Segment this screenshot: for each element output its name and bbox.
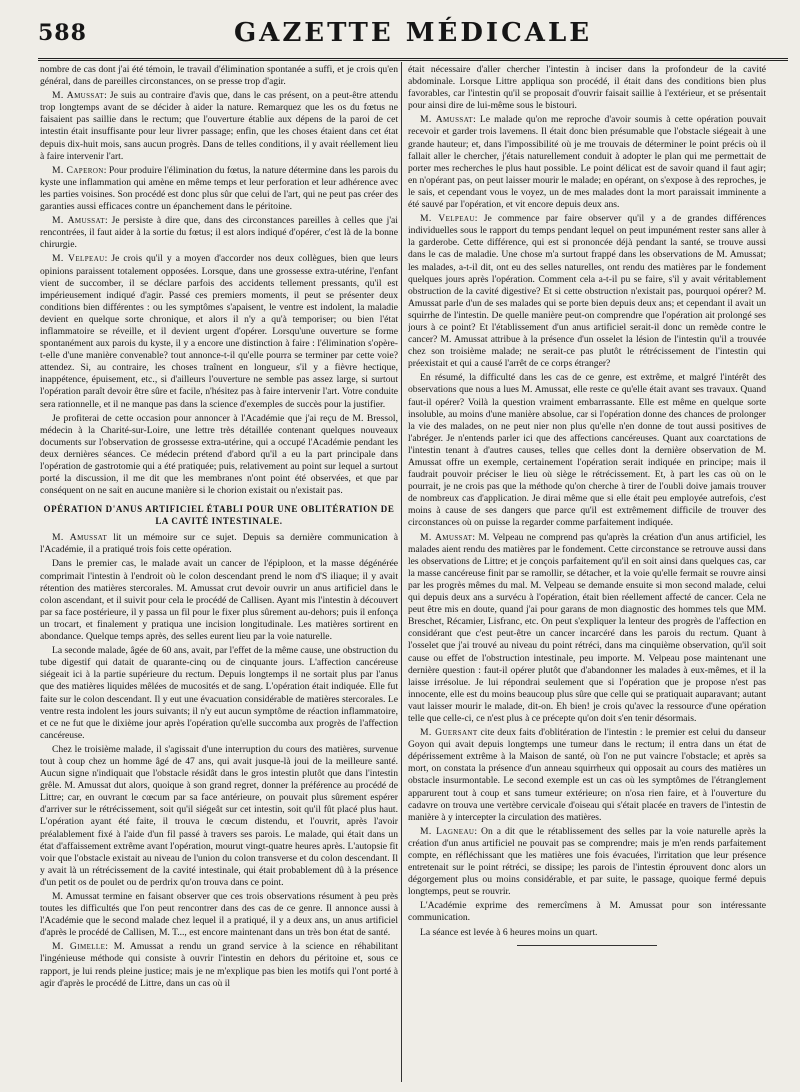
speaker-name: M. Caperon — [52, 164, 104, 176]
paragraph — [40, 253, 398, 410]
page-header — [38, 18, 788, 52]
page-number: 588 — [38, 20, 87, 46]
paragraph — [408, 114, 766, 211]
paragraph-text: : Je commence par faire observer qu'il y a de grandes différences individuelles sous le rapport du temps pendant lequel on peut impunément rester sans aller à la garderobe. Cette différence, qui est si prononcée déjà pendant la santé, se trouve aussi dans le cas de maladie. Une chose m'a surtout frappé dans les observations de M. Amussat; les malades, a-t-il dit, ont eu des selles naturelles, ont rendu des matières par le fondement quelques jours après l'opération. Comment cela a-t-il pu se faire, s'il y avait véritablement obstruction de la cavité digestive? Et si cette obstruction n'existait pas, pourquoi opérer? M. Amussat parle d'un de ses malades qui se porte bien depuis deux ans; et cependant il avait un squirrhe de l'intestin. De quelle manière peut-on comprendre que l'opération ait prolongé ses jours à ce point? Et l'établissement d'un anus artificiel serait-il donc un remède contre le cancer? M. Amussat attribue à la présence d'un osselet la lésion de l'intestin qu'il a trouvée chez son troisième malade; ne serait-ce pas plutôt le rétrécissement de l'intestin qui préexistait et qui a causé l'arrêt de ce corps étranger? — [408, 213, 766, 370]
speaker-name: M. Amussat — [52, 532, 108, 544]
paragraph — [408, 532, 766, 726]
paragraph-text: : On a dit que le rétablissement des selles par la voie naturelle après la création d'un anus artificiel ne pouvait pas se comprendre; mais je m'en rends parfaitement compte, en réfléchissant que les matières une fois évacuées, l'irritation que leur présence entretenait sur le point rétréci, se dissipe; les parois de l'intestin éprouvent donc alors un dégorgement plus ou moins considérable, et par suite, le passage, quoique fermé depuis longtemps, peut se rouvrir. — [408, 825, 766, 898]
paragraph — [408, 727, 766, 824]
paragraph — [40, 165, 398, 213]
speaker-name: M. Velpeau — [52, 253, 105, 265]
speaker-name: M. Amussat — [52, 215, 105, 227]
paragraph-text: : M. Amussat a rendu un grand service à la science en réhabilitant l'ingénieuse méthode qui consiste à ouvrir l'intestin en dehors du péritoine et, sous ce rapport, je lui rends pleine justice; mais je ne m'explique pas bien les motifs qui l'ont porté à agir d'après le procédé de Littre, dans un cas où il — [40, 941, 398, 989]
speaker-name: M. Lagneau — [420, 825, 475, 837]
right-column — [408, 64, 766, 1082]
paragraph — [40, 215, 398, 251]
paragraph: L'Académie exprime des remercîmens à M. Amussat pour son intéressante communication. — [408, 900, 766, 924]
paragraph-text: : Je crois qu'il y a moyen d'accorder nos deux collègues, bien que leurs opinions paraissent totalement opposées. Lorsque, dans une grossesse extra-utérine, l'enfant vient de succomber, il se déclare parfois des accidents tellement pressants, qu'il est impérieusement indiqué d'agir. Passé ces premiers moments, il peut se présenter deux conditions bien différentes : ou les symptômes s'apaisent, le ventre est indolent, la maladie devient en quelque sorte chronique, et alors il n'y a qu'à temporiser; ou bien l'état inflammatoire se réveille, et il devient urgent d'opérer. Lorsqu'une ouverture se forme spontanément aux parois du kyste, il y a encore une distinction à faire : l'élimination s'opère-t-elle d'une manière convenable? tout annonce-t-il qu'elle pourra se terminer par cette voie? attendez. Si, au contraire, les choses traînent en longueur, s'il y a fièvre hectique, inappétence, épuisement, etc., si d'ailleurs l'ouverture ne semble pas assez large, si surtout l'opération paraît devoir être sûre et facile, n'hésitez pas à faire intervenir l'art. Votre conduite sera rationnelle, et il ne manque pas dans la science d'exemples de succès pour la justifier. — [40, 253, 398, 410]
speaker-name: M. Amussat — [52, 90, 105, 102]
paragraph: nombre de cas dont j'ai été témoin, le travail d'élimination spontanée a suffi, et je crois qu'en général, dans de pareilles circonstances, on se presse trop d'agir. — [40, 64, 398, 88]
paragraph: Chez le troisième malade, il s'agissait d'une interruption du cours des matières, survenue tout à coup chez un homme âgé de 47 ans, qui avait jusque-là joui de la meilleure santé. Aucun signe n'indiquait que l'obstacle résidât dans le gros intestin plutôt que dans l'intestin grêle. M. Amussat dut alors, quoique à son grand regret, donner la préférence au procédé de Littre; car, en ouvrant le cœcum par sa face antérieure, on pouvait plus sûrement espérer d'arriver sur le rétrécissement, soit qu'il siégeât sur cet intestin, soit qu'il fût placé plus haut. L'opération ayant été faite, il trouva le cœcum distendu, et l'ouvrit, après l'avoir préalablement fixé à l'aide d'un fil passé à travers ses parois. Le malade, qui était dans un état d'affaissement extrême avant l'opération, mourut vingt-quatre heures après. L'autopsie fit voir que l'obstacle existait au niveau de l'union du colon transverse et du colon descendant. Il y avait là un rétrécissement de la cavité intestinale, qui était probablement dû à la présence d'un petit os de poulet ou de perdrix qu'on trouva dans ce point. — [40, 743, 398, 888]
paragraph: Je profiterai de cette occasion pour annoncer à l'Académie que j'ai reçu de M. Bressol, médecin à la Charité-sur-Loire, une lettre très détaillée contenant quelques nouveaux documents sur l'observation de grossesse extra-utérine, qui a occupé l'Académie pendant les deux dernières séances. Ce médecin prétend d'abord qu'il a eu la part principale dans l'opération de gastrotomie qui a été pratiquée; puis, relativement au point sur lequel a surtout porté la discussion, il me dit que les membranes n'ont point été observées, et que par conséquent on ne sait en aucune manière si le chorion existait ou n'existait pas. — [40, 412, 398, 497]
header-rule — [38, 58, 788, 61]
column-divider — [401, 62, 402, 1082]
paragraph: En résumé, la difficulté dans les cas de ce genre, est extrême, et malgré l'intérêt des observations que nous a lues M. Amussat, elle reste ce qu'elle était avant ses travaux. Quand faut-il opérer? Voilà la question vraiment embarrassante. Elle est même en quelque sorte insoluble, au moins d'une manière absolue, car si l'opération donne des chances de prolonger la vie des malades, on ne peut nier non plus qu'elle n'en donne de tout aussi positives de l'abréger. Je n'entends parler ici que des affections cancéreuses. Quant aux coarctations de l'intestin tenant à d'autres causes, telles que celles dont la dernière observation de M. Amussat offre un exemple, certainement l'opération serait indiquée en principe; mais il faudrait pouvoir préciser le lieu où siège le rétrécissement. Et, à part les cas où on le pourrait, je ne crois pas que la méthode qu'on cherche à tirer de l'oubli doive jamais trouver de nombreux cas d'application. Je dirai même que si elle était peu employée autrefois, c'est moins à cause de ses dangers que parce qu'il est extrêmement difficile de trouver des circonstances où on puisse la regarder comme parfaitement indiquée. — [408, 372, 766, 529]
speaker-name: M. Amussat — [420, 531, 473, 543]
section-heading: OPÉRATION D'ANUS ARTIFICIEL ÉTABLI POUR UNE OBLITÉRATION DE LA CAVITÉ INTESTINALE. — [43, 504, 395, 527]
masthead-title: GAZETTE MÉDICALE — [233, 18, 593, 48]
paragraph — [40, 941, 398, 989]
speaker-name: M. Velpeau — [420, 213, 475, 225]
paragraph — [408, 826, 766, 899]
paragraph: La séance est levée à 6 heures moins un quart. — [420, 926, 598, 938]
paragraph-text: : M. Velpeau ne comprend pas qu'après la création d'un anus artificiel, les malades aient rendu des matières par le fondement. Cette circonstance se retrouve aussi dans les observations de Littre; et je conçois parfaitement qu'il en soit ainsi dans quelques cas, car la masse cancéreuse finit par se ramollir, se détacher, et la voie qu'elle fermait se rouvre ainsi par les progrès mêmes du mal. M. Velpeau se demande ensuite si mon second malade, celui qui depuis deux ans a survécu à l'opération, était bien réellement affecté de cancer. Cela ne peut être mis en doute, quand j'ai pour garans de mon diagnostic des hommes tels que MM. Breschet, Récamier, Lisfranc, etc. On peut s'expliquer la lenteur des progrès de l'affection en considérant que c'est peut-être un cancer incarcéré dans les parois du rectum. Quant à l'osselet que j'ai trouvé au niveau du point rétréci, dans ma cinquième observation, qu'il soit cause ou effet de l'obstruction intestinale, peu importe. M. Velpeau pose maintenant une dernière question : faut-il opérer plutôt que d'abandonner les malades à eux-mêmes, et il la laisse irrésolue. Je lui répondrai seulement que si l'opération que je propose n'est pas innocente, elle est du moins beaucoup plus sûre que celle qui se pratiquait auparavant; autant vaut laisser mourir le malade, dit-on. Eh bien! je crois qu'avec la ressource d'une opération telle que celle-ci, ce n'est plus à ce précepte qu'on doit s'en tenir désormais. — [408, 531, 766, 724]
paragraph: M. Amussat termine en faisant observer que ces trois observations résument à peu près toutes les difficultés que l'on peut rencontrer dans des cas de ce genre. Il annonce aussi à l'Académie que le second malade chez lequel il a pratiqué, il y a deux ans, un anus artificiel d'après le procédé de Callisen, M. T..., est encore maintenant dans un très bon état de santé. — [40, 891, 398, 939]
speaker-name: M. Amussat — [420, 114, 474, 126]
paragraph-text: : Je suis au contraire d'avis que, dans le cas présent, on a peut-être attendu trop longtemps avant de se décider à aider la nature. Remarquez que les os du fœtus ne faisaient pas saillie dans le rectum; que l'ouverture établie aux dépens de la paroi de cet intestin était insuffisante pour leur livrer passage; enfin, que les choses étaient dans cet état depuis dix-huit mois, sans aucun progrès. Dans de telles conditions, il y avait réellement lieu à faire intervenir l'art. — [40, 90, 398, 162]
paragraph-text: : Pour produire l'élimination du fœtus, la nature détermine dans les parois du kyste une inflammation qui amène en même temps et leur perforation et leur adhérence avec les parties voisines. Son procédé est donc plus sûr que celui de l'art, qui ne peut pas créer des garanties aussi efficaces contre un épanchement dans le péritoine. — [40, 164, 398, 213]
paragraph-text: lit un mémoire sur ce sujet. Depuis sa dernière communication à l'Académie, il a pratiqué trois fois cette opération. — [40, 532, 398, 556]
end-rule — [517, 945, 657, 946]
speaker-name: M. Guersant — [420, 727, 478, 739]
paragraph: Dans le premier cas, le malade avait un cancer de l'épiploon, et la masse dégénérée comprimait l'intestin à l'endroit où le colon descendant prend le nom d'S iliaque; il y avait rétention des matières stercorales. M. Amussat crut devoir ouvrir un anus artificiel dans le colon ascendant, et il suivit pour cela le procédé de Callisen. Ayant mis l'intestin à découvert par sa face postérieure, il y passa un fil pour le fixer plus sûrement au-dehors; puis il enfonça un trocart, et finalement y pratiqua une incision longitudinale. Les matières sortirent en abondance. Quelque temps après, des selles eurent lieu par la voie naturelle. — [40, 558, 398, 643]
paragraph: était nécessaire d'aller chercher l'intestin à inciser dans la profondeur de la cavité abdominale. Lorsque Littre appliqua son procédé, il était dans des conditions bien plus favorables, car l'intestin qu'il se proposait d'ouvrir faisait saillie à l'extérieur, et se présentait pour ainsi dire de lui-même sous le bistouri. — [408, 64, 766, 112]
left-column — [40, 64, 398, 1082]
paragraph — [408, 213, 766, 370]
speaker-name: M. Gimelle — [52, 941, 106, 953]
paragraph — [40, 532, 398, 556]
paragraph — [40, 90, 398, 163]
paragraph-text: : Le malade qu'on me reproche d'avoir soumis à cette opération pouvait recevoir et garder trois lavemens. Il était donc bien présumable que l'obstacle siégeait à une grande hauteur; et, dans l'impossibilité où je me trouvais de déterminer le point précis où il fallait aller le chercher, j'étais naturellement conduit à adopter le plan qui me permettait de porter mes recherches le plus haut possible. Le point délicat est de savoir quand il faut agir; en n'opérant pas, on peut laisser mourir le malade; en opérant, on s'expose à des reproches, je le sais, et cependant vous le voyez, un de mes malades dont la mort paraissait imminente a été sauvé par l'opération, et vit encore depuis deux ans. — [408, 114, 766, 211]
paragraph: La seconde malade, âgée de 60 ans, avait, par l'effet de la même cause, une obstruction du tube digestif qui datait de quarante-cinq ou de cinquante jours. L'affection cancéreuse siégeait ici à la partie supérieure du rectum. Depuis longtemps il ne sortait plus par l'anus que des matières liquides mêlées de mucosités et de sang. L'opération était indiquée. Elle fut faite sur le colon descendant. Il y eut une évacuation considérable de matières stercorales. Le ventre resta indolent les jours suivants; il n'y eut aucun symptôme de réaction inflammatoire, et ce ne fut que le dixième jour après l'opération qu'elle succomba aux progrès de l'affection cancéreuse. — [40, 645, 398, 741]
paragraph-text: : Je persiste à dire que, dans des circonstances pareilles à celles que j'ai rencontrées, il faut aider à la sortie du fœtus; il est alors indiqué d'opérer, c'est là de la bonne chirurgie. — [40, 215, 398, 251]
paragraph-text: cite deux faits d'oblitération de l'intestin : le premier est celui du danseur Goyon qui avait depuis longtemps une tumeur dans le rectum; il entra dans un état de dépérissement extrême à la Maison de santé, où l'on ne put vaincre l'obstacle; et après sa mort, on constata la présence d'un anneau squirrheux qui opposait au cours des matières un obstacle insurmontable. Le second exemple est un cas où les symptômes de l'étranglement apparurent tout à coup et sans tumeur extérieure; on n'osa rien faire, et à l'ouverture du cadavre on trouva une vertèbre cervicale d'oiseau qui s'était placée en travers de l'intestin de manière à y intercepter la circulation des matières. — [408, 727, 766, 823]
